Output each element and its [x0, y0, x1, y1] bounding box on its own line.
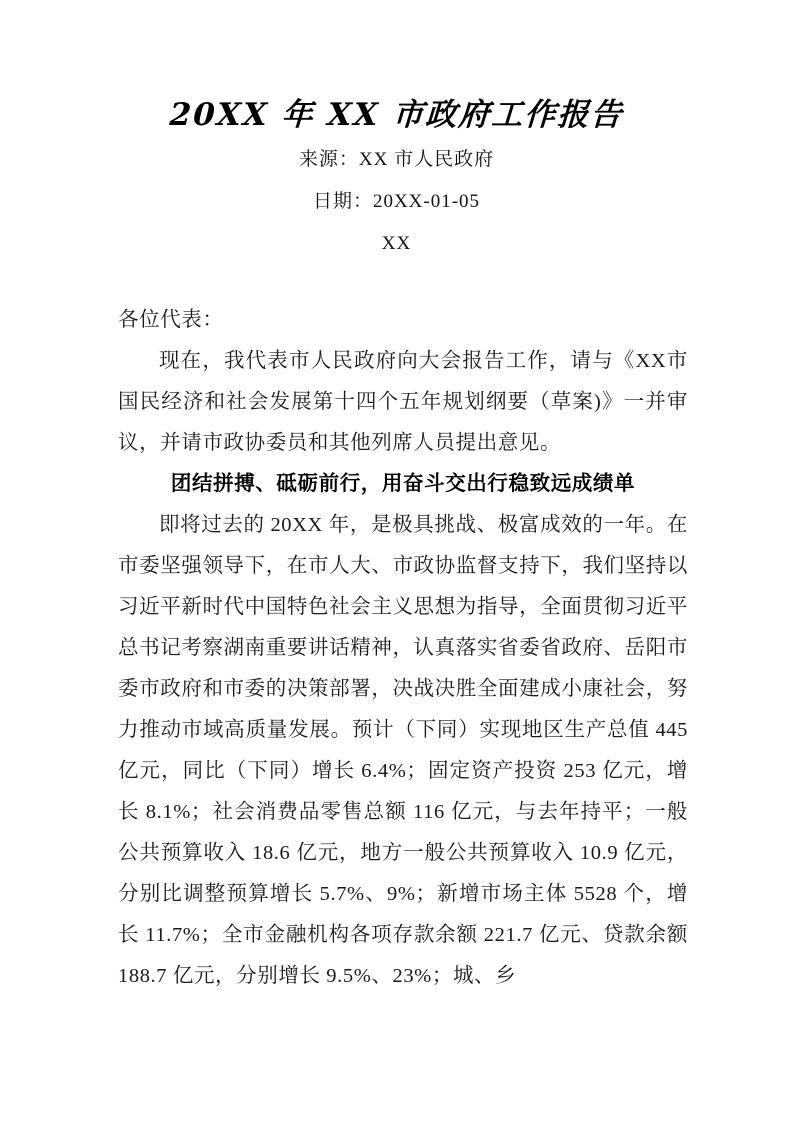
document-author-line: XX: [381, 233, 412, 254]
main-paragraph: 即将过去的 20XX 年，是极具挑战、极富成效的一年。在市委坚强领导下，在市人大、市政协监督支持下，我们坚持以习近平新时代中国特色社会主义思想为指导，全面贯彻习近平总书记考察湖南重要讲话精神，认真落实省委省政府、岳阳市委市政府和市委的决策部署，决战决胜全面建成小康社会，努力推动市域高质量发展。预计（下同）实现地区生产总值 445 亿元，同比（下同）增长 6.4%；固定资产投资 253 亿元，增长 8.1%；社会消费品零售总额 116 亿元，与去年持平；一般公共预算收入 18.6 亿元，地方一般公共预算收入 10.9 亿元，分别比调整预算增长 5.7%、9%；新增市场主体 5528 个，增长 11.7%；全市金融机构各项存款余额 221.7 亿元、贷款余额 188.7 亿元，分别增长 9.5%、23%；城、乡: [118, 514, 694, 987]
document-body: [118, 300, 694, 997]
document-source-line: 来源：XX 市人民政府: [298, 149, 495, 170]
document-title: 20XX 年 XX 市政府工作报告: [168, 97, 625, 133]
section-heading: 团结拼搏、砥砺前行，用奋斗交出行稳致远成绩单: [170, 473, 636, 495]
salutation-paragraph: 各位代表：: [118, 309, 224, 331]
intro-paragraph: 现在，我代表市人民政府向大会报告工作，请与《XX市国民经济和社会发展第十四个五年规划纲要（草案)》一并审议，并请市政协委员和其他列席人员提出意见。: [118, 350, 688, 454]
document-date-line: 日期：20XX-01-05: [312, 191, 481, 212]
